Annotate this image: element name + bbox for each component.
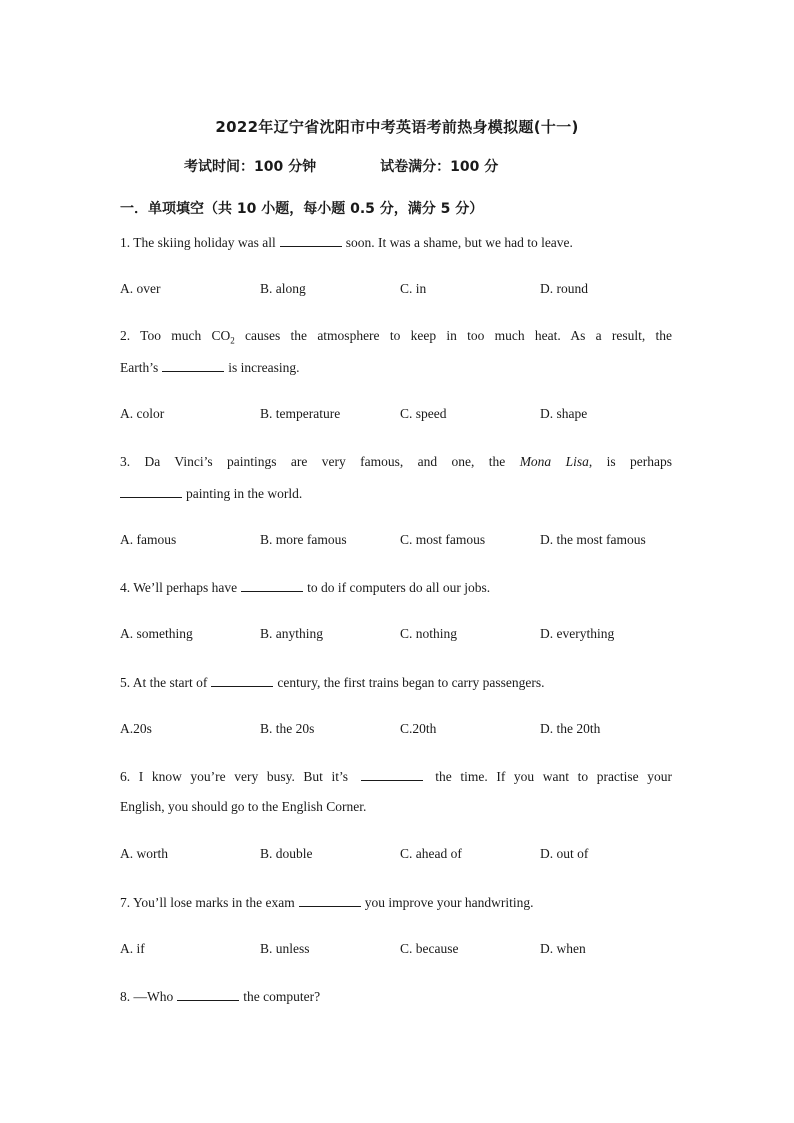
answer-blank xyxy=(162,359,224,372)
answer-blank xyxy=(211,674,273,687)
option-c: C.20th xyxy=(400,721,437,736)
option-a: A.20s xyxy=(120,721,152,736)
option-b: B. anything xyxy=(260,626,323,641)
exam-score: 试卷满分：100 分 xyxy=(380,159,499,175)
question-3-cont: painting in the world. xyxy=(120,485,672,502)
option-a: A. over xyxy=(120,281,161,296)
option-b: B. along xyxy=(260,281,306,296)
answer-blank xyxy=(241,579,303,592)
question-2-cont: Earth’s is increasing. xyxy=(120,360,300,375)
question-6-cont: English, you should go to the English Corner. xyxy=(120,799,367,814)
exam-info xyxy=(184,156,498,176)
option-a: A. famous xyxy=(120,532,177,547)
answer-blank xyxy=(361,768,423,781)
question-5: 5. At the start of century, the first trains began to carry passengers. xyxy=(120,675,545,690)
section-heading: 一．单项填空（共 10 小题，每小题 0.5 分，满分 5 分） xyxy=(120,201,484,217)
answer-blank xyxy=(280,234,342,247)
option-b: B. the 20s xyxy=(260,721,315,736)
question-6: 6. I know you’re very busy. But it’s the time. If you want to practise your xyxy=(120,769,673,784)
option-a: A. color xyxy=(120,406,165,421)
question-4: 4. We’ll perhaps have to do if computers do all our jobs. xyxy=(120,580,491,595)
option-d: D. shape xyxy=(540,406,588,421)
option-c: C. nothing xyxy=(400,626,458,641)
option-d: D. the most famous xyxy=(540,532,646,547)
option-d: D. everything xyxy=(540,626,615,641)
option-b: B. double xyxy=(260,846,313,861)
option-a: A. something xyxy=(120,626,193,641)
option-a: A. worth xyxy=(120,846,168,861)
option-d: D. round xyxy=(540,281,588,296)
option-d: D. the 20th xyxy=(540,721,601,736)
option-b: B. temperature xyxy=(260,406,341,421)
answer-blank xyxy=(299,894,361,907)
option-c: C. most famous xyxy=(400,532,486,547)
question-2: 2. Too much $CO_2$ causes the atmosphere to keep in too much heat. As a result, the xyxy=(120,328,672,346)
question-8: 8. —Who the computer? xyxy=(120,989,321,1004)
artwork-title: Mona Lisa xyxy=(519,454,589,469)
option-a: A. if xyxy=(120,941,145,956)
option-c: C. speed xyxy=(400,406,447,421)
answer-blank xyxy=(177,988,239,1001)
option-d: D. when xyxy=(540,941,586,956)
option-b: B. unless xyxy=(260,941,310,956)
question-3: 3. Da Vinci’s paintings are very famous, and one, the Mona Lisa, is perhaps xyxy=(120,454,672,469)
exam-time: 考试时间：100 分钟 xyxy=(184,159,317,175)
page-title: 2022年辽宁省沈阳市中考英语考前热身模拟题(十一) xyxy=(215,118,579,136)
question-7: 7. You’ll lose marks in the exam you improve your handwriting. xyxy=(120,895,534,910)
option-d: D. out of xyxy=(540,846,589,861)
option-b: B. more famous xyxy=(260,532,347,547)
answer-blank xyxy=(120,485,182,498)
option-c: C. because xyxy=(400,941,459,956)
option-c: C. ahead of xyxy=(400,846,462,861)
option-c: C. in xyxy=(400,281,427,296)
question-1: 1. The skiing holiday was all soon. It was a shame, but we had to leave. xyxy=(120,235,573,250)
